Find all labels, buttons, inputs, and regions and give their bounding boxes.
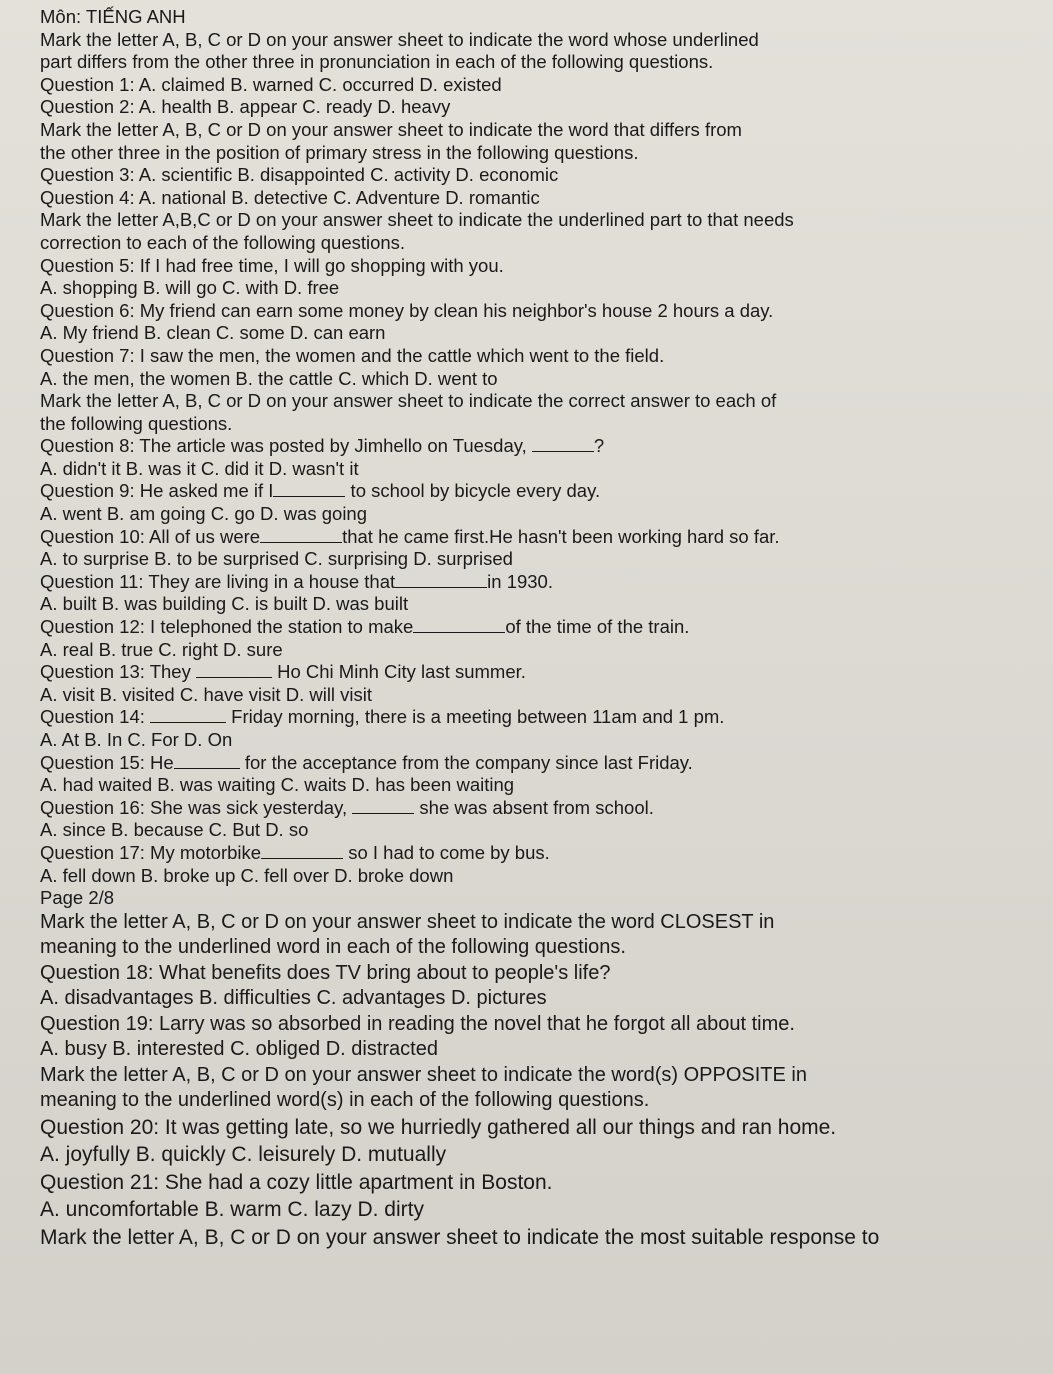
text-line (40, 142, 993, 165)
text-line (40, 961, 993, 987)
line-text: part differs from the other three in pronunciation in each of the following questions. (40, 51, 714, 73)
line-text: A. built B. was building C. is built D. was built (40, 593, 409, 615)
line-text: Question 9: He asked me if I (40, 480, 274, 502)
line-text: the following questions. (40, 412, 233, 434)
line-text: Question 17: My motorbike (40, 841, 262, 863)
text-line (40, 616, 993, 639)
line-text-after-blank: that he came first.He hasn't been working hard so far. (342, 525, 780, 547)
answer-blank (261, 842, 343, 859)
text-line (40, 684, 993, 707)
line-text-after-blank: so I had to come by bus. (343, 841, 550, 863)
text-line (40, 345, 993, 368)
line-text: Question 1: A. claimed B. warned C. occurred D. existed (40, 73, 502, 95)
line-text-after-blank: to school by bicycle every day. (345, 480, 601, 502)
line-text: Question 20: It was getting late, so we hurriedly gathered all our things and ran home. (40, 1115, 837, 1139)
line-text: A. the men, the women B. the cattle C. which D. went to (40, 367, 498, 389)
text-line (40, 503, 993, 526)
line-text: Question 15: He (40, 751, 174, 773)
text-line (40, 51, 993, 74)
text-line (40, 435, 993, 458)
line-text: Mark the letter A, B, C or D on your answer sheet to indicate the word that differs from (40, 118, 742, 140)
text-line (40, 255, 993, 278)
text-line (40, 74, 993, 97)
line-text: Mark the letter A,B,C or D on your answer sheet to indicate the underlined part to that needs (40, 209, 794, 231)
line-text: Question 6: My friend can earn some money by clean his neighbor's house 2 hours a day. (40, 299, 774, 321)
answer-blank (150, 706, 226, 723)
text-line (40, 187, 993, 210)
text-line (40, 752, 993, 775)
text-line (40, 729, 993, 752)
line-text: meaning to the underlined word(s) in each of the following questions. (40, 1089, 650, 1112)
text-line (40, 548, 993, 571)
text-line (40, 526, 993, 549)
line-text: Question 14: (40, 706, 151, 728)
text-line (40, 322, 993, 345)
line-text: Question 8: The article was posted by Jimhello on Tuesday, (40, 435, 532, 457)
text-line (40, 1114, 993, 1142)
text-line (40, 774, 993, 797)
line-text: Question 5: If I had free time, I will go shopping with you. (40, 254, 504, 276)
text-line (40, 639, 993, 662)
line-text: Question 18: What benefits does TV bring about to people's life? (40, 961, 611, 984)
line-text: A. busy B. interested C. obliged D. distracted (40, 1038, 438, 1061)
line-text: A. had waited B. was waiting C. waits D. has been waiting (40, 774, 515, 796)
answer-blank (352, 797, 414, 814)
text-line (40, 458, 993, 481)
line-text: Question 3: A. scientific B. disappointed C. activity D. economic (40, 164, 559, 186)
text-line (40, 1012, 993, 1038)
line-text: A. My friend B. clean C. some D. can earn (40, 322, 386, 344)
text-line (40, 1224, 993, 1252)
line-text: A. since B. because C. But D. so (40, 819, 309, 841)
line-text: A. visit B. visited C. have visit D. will visit (40, 683, 373, 705)
text-line (40, 797, 993, 820)
line-text: A. fell down B. broke up C. fell over D. broke down (40, 864, 454, 886)
text-line (40, 29, 993, 52)
text-line (40, 706, 993, 729)
text-line (40, 368, 993, 391)
line-text: A. didn't it B. was it C. did it D. wasn't it (40, 457, 359, 479)
line-text-after-blank: Friday morning, there is a meeting between 11am and 1 pm. (226, 706, 725, 728)
text-line (40, 842, 993, 865)
text-line (40, 1063, 993, 1089)
text-line (40, 209, 993, 232)
text-line (40, 277, 993, 300)
text-line (40, 935, 993, 961)
line-text: correction to each of the following questions. (40, 231, 406, 253)
line-text: Question 10: All of us were (40, 525, 261, 547)
line-text-after-blank: ? (593, 435, 605, 457)
text-line (40, 1088, 993, 1114)
line-text: A. disadvantages B. difficulties C. advantages D. pictures (40, 987, 547, 1010)
line-text: A. went B. am going C. go D. was going (40, 503, 368, 525)
line-text-after-blank: she was absent from school. (414, 796, 654, 818)
line-text-after-blank: in 1930. (487, 570, 553, 592)
line-text: Question 7: I saw the men, the women and the cattle which went to the field. (40, 344, 665, 366)
text-line (40, 96, 993, 119)
subject-heading: Môn: TIẾNG ANH (40, 6, 186, 27)
line-text: Mark the letter A, B, C or D on your answer sheet to indicate the word CLOSEST in (40, 910, 775, 933)
line-text: Mark the letter A, B, C or D on your answer sheet to indicate the word(s) OPPOSITE in (40, 1063, 807, 1086)
line-text: A. uncomfortable B. warm C. lazy D. dirty (40, 1198, 424, 1222)
text-line (40, 1169, 993, 1197)
line-text: Question 16: She was sick yesterday, (40, 796, 353, 818)
text-line (40, 300, 993, 323)
text-line (40, 910, 993, 936)
exam-lines (40, 29, 993, 1252)
answer-blank (260, 526, 342, 543)
line-text: Mark the letter A, B, C or D on your answer sheet to indicate the word whose underlined (40, 28, 759, 50)
answer-blank (413, 616, 505, 633)
line-text: Question 2: A. health B. appear C. ready D. heavy (40, 96, 451, 118)
text-line (40, 480, 993, 503)
text-line (40, 1196, 993, 1224)
text-line (40, 986, 993, 1012)
line-text: Mark the letter A, B, C or D on your answer sheet to indicate the most suitable response to (40, 1225, 880, 1249)
text-line (40, 593, 993, 616)
answer-blank (273, 480, 345, 497)
answer-blank (196, 661, 272, 678)
line-text: A. joyfully B. quickly C. leisurely D. mutually (40, 1143, 447, 1167)
answer-blank (532, 435, 594, 452)
answer-blank (395, 571, 487, 588)
text-line (40, 390, 993, 413)
line-text-after-blank: of the time of the train. (505, 616, 690, 638)
line-text: Mark the letter A, B, C or D on your answer sheet to indicate the correct answer to each of (40, 390, 777, 412)
text-line (40, 413, 993, 436)
line-text: Question 19: Larry was so absorbed in reading the novel that he forgot all about time. (40, 1012, 795, 1035)
line-text: the other three in the position of primary stress in the following questions. (40, 141, 639, 163)
line-text: Question 4: A. national B. detective C. Adventure D. romantic (40, 186, 540, 208)
text-line (40, 571, 993, 594)
line-text: Question 13: They (40, 661, 196, 683)
line-text: Question 21: She had a cozy little apartment in Boston. (40, 1170, 553, 1194)
text-line (40, 1141, 993, 1169)
text-line (40, 865, 993, 888)
text-line (40, 887, 993, 910)
line-text: A. real B. true C. right D. sure (40, 638, 283, 660)
line-text: Page 2/8 (40, 887, 115, 909)
line-text: A. to surprise B. to be surprised C. surprising D. surprised (40, 548, 513, 570)
text-line (40, 661, 993, 684)
line-text: Question 11: They are living in a house that (40, 570, 396, 592)
text-line (40, 164, 993, 187)
line-text: A. shopping B. will go C. with D. free (40, 277, 340, 299)
answer-blank (174, 752, 240, 769)
text-line (40, 819, 993, 842)
text-line (40, 1037, 993, 1063)
line-text-after-blank: for the acceptance from the company since last Friday. (239, 751, 693, 773)
line-text: Question 12: I telephoned the station to make (40, 616, 414, 638)
text-line (40, 119, 993, 142)
line-text: A. At B. In C. For D. On (40, 729, 233, 750)
text-line (40, 232, 993, 255)
line-text-after-blank: Ho Chi Minh City last summer. (271, 661, 526, 683)
line-text: meaning to the underlined word in each of the following questions. (40, 936, 626, 959)
